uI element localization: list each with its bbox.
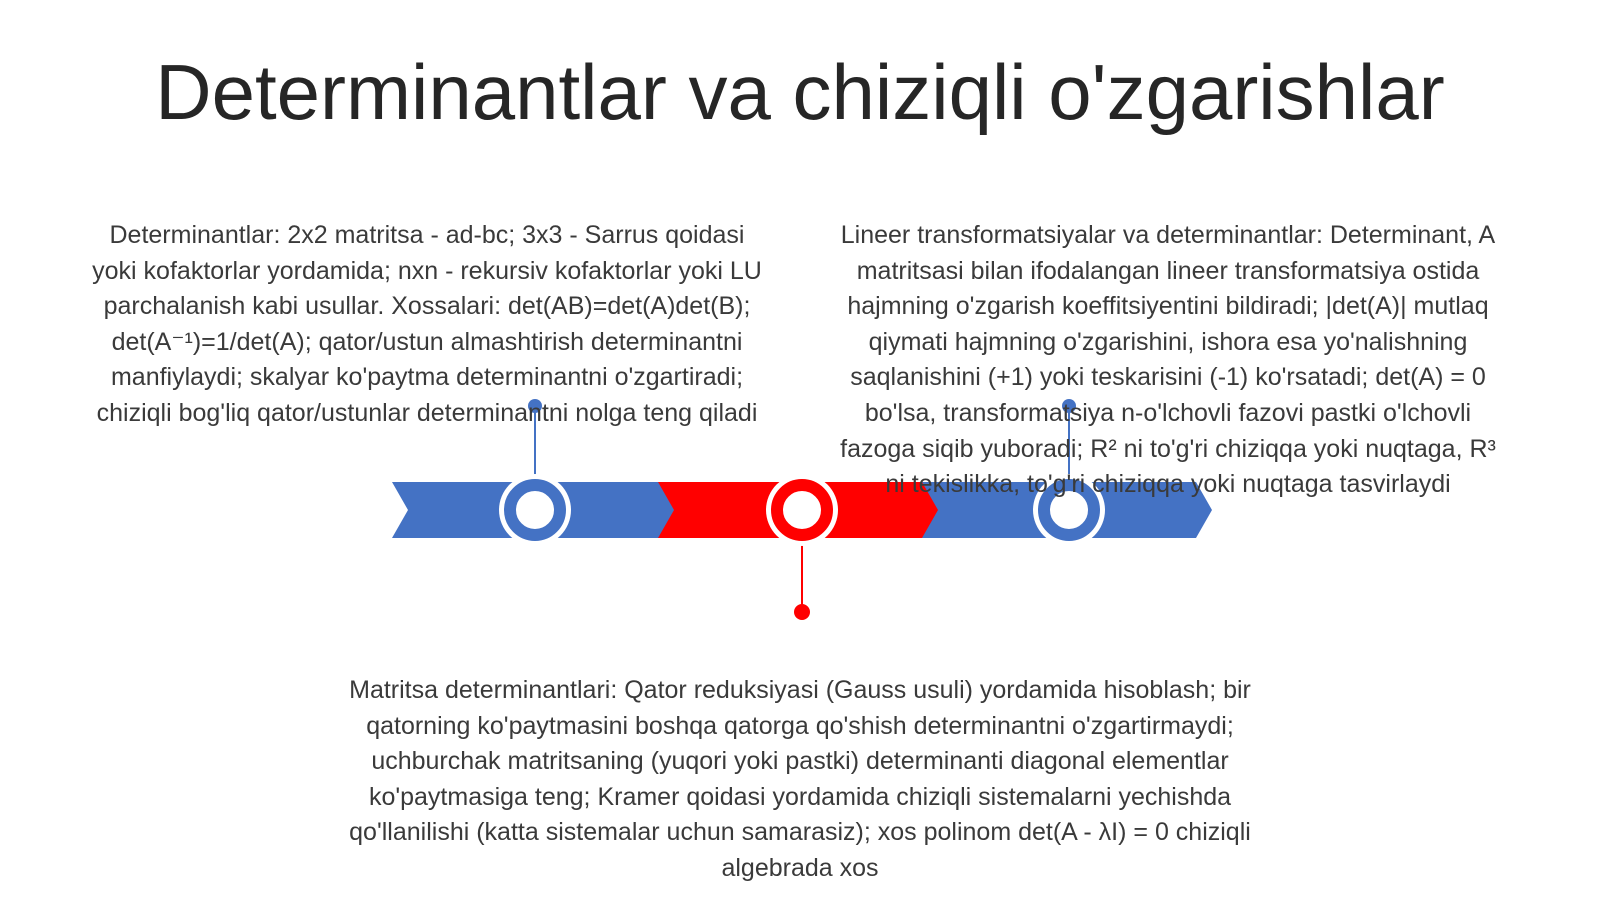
milestone-1-text: Determinantlar: 2x2 matritsa - ad-bc; 3x3 - Sarrus qoidasi yoki kofaktorlar yordamida; nxn - rekursiv kofaktorlar yoki LU parchalanish kabi usullar. Xossalari: det(AB)=det(A)det(B); det(A⁻¹)=1/det(A); qator/ustun almashtirish determinantni manfiylaydi; skalyar ko'paytma determinantni o'zgartiradi; chiziqli bog'liq qator/ustunlar determinantni nolga teng qiladi: [92, 221, 762, 427]
milestone-2-text: Matritsa determinantlari: Qator reduksiyasi (Gauss usuli) yordamida hisoblash; bir qatorning ko'paytmasini boshqa qatorga qo'shish determinantni o'zgartirmaydi; uchburchak matritsaning (yuqori yoki pastki) determinanti diagonal elementlar ko'paytmasiga teng; Kramer qoidasi yordamida chiziqli sistemalarni yechishda qo'llanilishi (katta sistemalar uchun samarasiz); xos polinom det(A - λI) = 0 chiziqli algebrada xos: [349, 676, 1251, 882]
milestone-3-text: Lineer transformatsiyalar va determinantlar: Determinant, A matritsasi bilan ifodalangan lineer transformatsiya ostida hajmning o'zgarish koeffitsiyentini bildiradi; |det(A)| mutlaq qiymati hajmning o'zgarishini, ishora esa yo'nalishning saqlanishini (+1) yoki teskarisini (-1) ko'rsatadi; det(A) = 0 bo'lsa, transformatsiya n-o'lchovli fazovi pastki o'lchovli fazoga siqib yuboradi; R² ni to'g'ri chiziqqa yoki nuqtaga, R³ ni tekislikka, to'g'ri chiziqqa yoki nuqtaga tasvirlaydi: [840, 221, 1496, 499]
milestone-1-ring: [510, 485, 560, 535]
slide-title: Determinantlar va chiziqli o'zgarishlar: [155, 48, 1445, 136]
milestone-2-connector-dot: [794, 604, 810, 620]
milestone-2-ring: [777, 485, 827, 535]
